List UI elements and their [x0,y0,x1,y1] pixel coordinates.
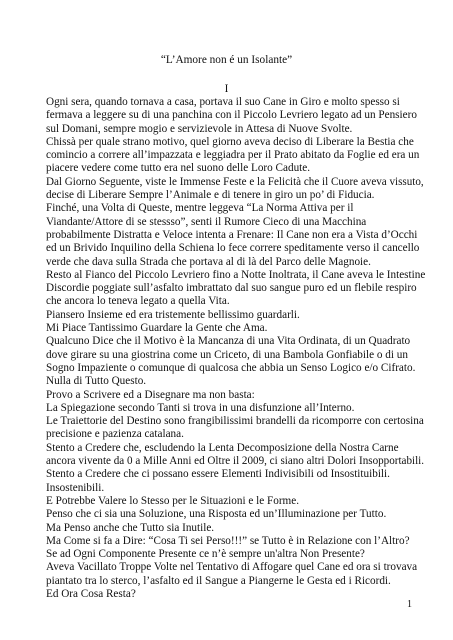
text-line: ed un Brivido Inquilino della Schiena lo fece correre speditamente verso il cancello [46,242,420,255]
text-line: Ma Come si fa a Dire: “Cosa Ti sei Perso!!!” se Tutto è in Relazione con l’Altro? [46,534,410,547]
text-line: Stento a Credere che, escludendo la Lenta Decomposizione della Nostra Carne [46,441,399,454]
text-line: verde che dava sulla Strada che portava al di là del Parco delle Magnoie. [46,255,371,268]
body-text [46,96,426,601]
text-line: La Spiegazione secondo Tanti si trova in una disfunzione all’Interno. [46,401,355,414]
text-line: Ed Ora Cosa Resta? [46,587,136,600]
text-line: Le Traiettorie del Destino sono frangibilissimi brandelli da ricomporre con certosina [46,415,424,428]
text-line: Se ad Ogni Componente Presente ce n’è sempre un'altra Non Presente? [46,548,365,561]
text-line: dove girare su una giostrina come un Criceto, di una Bambola Gonfiabile o di un [46,348,408,361]
text-line: Piansero Insieme ed era tristemente bellissimo guardarli. [46,308,300,321]
text-line: Discordie poggiate sull’asfalto imbrattato dal suo sangue puro ed un flebile respiro [46,282,417,295]
text-line: Penso che ci sia una Soluzione, una Risposta ed un’Illuminazione per Tutto. [46,508,387,521]
text-line: Qualcuno Dice che il Motivo è la Mancanza di una Vita Ordinata, di un Quadrato [46,335,411,348]
page-number: 1 [407,599,412,610]
chapter-heading: I [224,83,229,95]
text-line: Dal Giorno Seguente, viste le Immense Feste e la Felicità che il Cuore aveva vissuto, [46,175,424,188]
text-line: Resto al Fianco del Piccolo Levriero fino a Notte Inoltrata, il Cane aveva le Intestine [46,268,426,281]
text-line: Ma Penso anche che Tutto sia Inutile. [46,521,215,534]
text-line: Finché, una Volta di Queste, mentre leggeva “La Norma Attiva per il [46,202,354,215]
text-line: piantato tra lo sterco, l’asfalto ed il Sangue a Piangerne le Gesta ed i Ricordi. [46,574,391,587]
text-line: Chissà per quale strano motivo, quel giorno aveva deciso di Liberare la Bestia che [46,135,414,148]
text-line: ancora vivente da 0 a Mille Anni ed Oltre il 2009, ci siano altri Dolori Insopportabili. [46,455,425,468]
text-line: Viandante/Attore di se stessso”, senti il Rumore Cieco di una Macchina [46,215,367,228]
text-line: Nulla di Tutto Questo. [46,375,147,388]
text-line: decise di Liberare Sempre l’Animale e di tenere in giro un po’ di Fiducia. [46,189,375,202]
text-line: Ogni sera, quando tornava a casa, portava il suo Cane in Giro e molto spesso si [46,96,400,108]
text-line: sul Domani, sempre mogio e servizievole in Attesa di Nuove Svolte. [46,122,353,135]
text-line: che ancora lo teneva legato a quella Vita. [46,295,230,308]
text-line: Stento a Credere che ci possano essere Elementi Indivisibili od Insostituibili. [46,468,390,481]
text-line: precisione e pazienza catalana. [46,428,184,441]
text-line: Aveva Vacillato Troppe Volte nel Tentativo di Affogare quel Cane ed ora si trovava [46,561,418,574]
text-line: Insostenibili. [46,481,105,494]
text-line: comincio a correre all’impazzata e leggiadra per il Prato abitato da Foglie ed era un [46,149,420,162]
text-line: E Potrebbe Valere lo Stesso per le Situazioni e le Forme. [46,494,300,507]
text-line: fermava a leggere su di una panchina con il Piccolo Levriero legato ad un Pensiero [46,109,417,122]
text-line: Provo a Scrivere ed a Disegnare ma non basta: [46,388,255,401]
text-line: Sogno Impaziente o comunque di qualcosa che abbia un Senso Logico e/o Cifrato. [46,361,416,374]
text-line: piacere vedere come tutto era nel suono delle Loro Cadute. [46,162,311,175]
text-line: probabilmente Distratta e Veloce intenta a Frenare: Il Cane non era a Vista d’Occhi [46,228,418,241]
document-title: “L’Amore non é un Isolante” [160,54,293,66]
text-line: Mi Piace Tantissimo Guardare la Gente che Ama. [46,322,268,335]
